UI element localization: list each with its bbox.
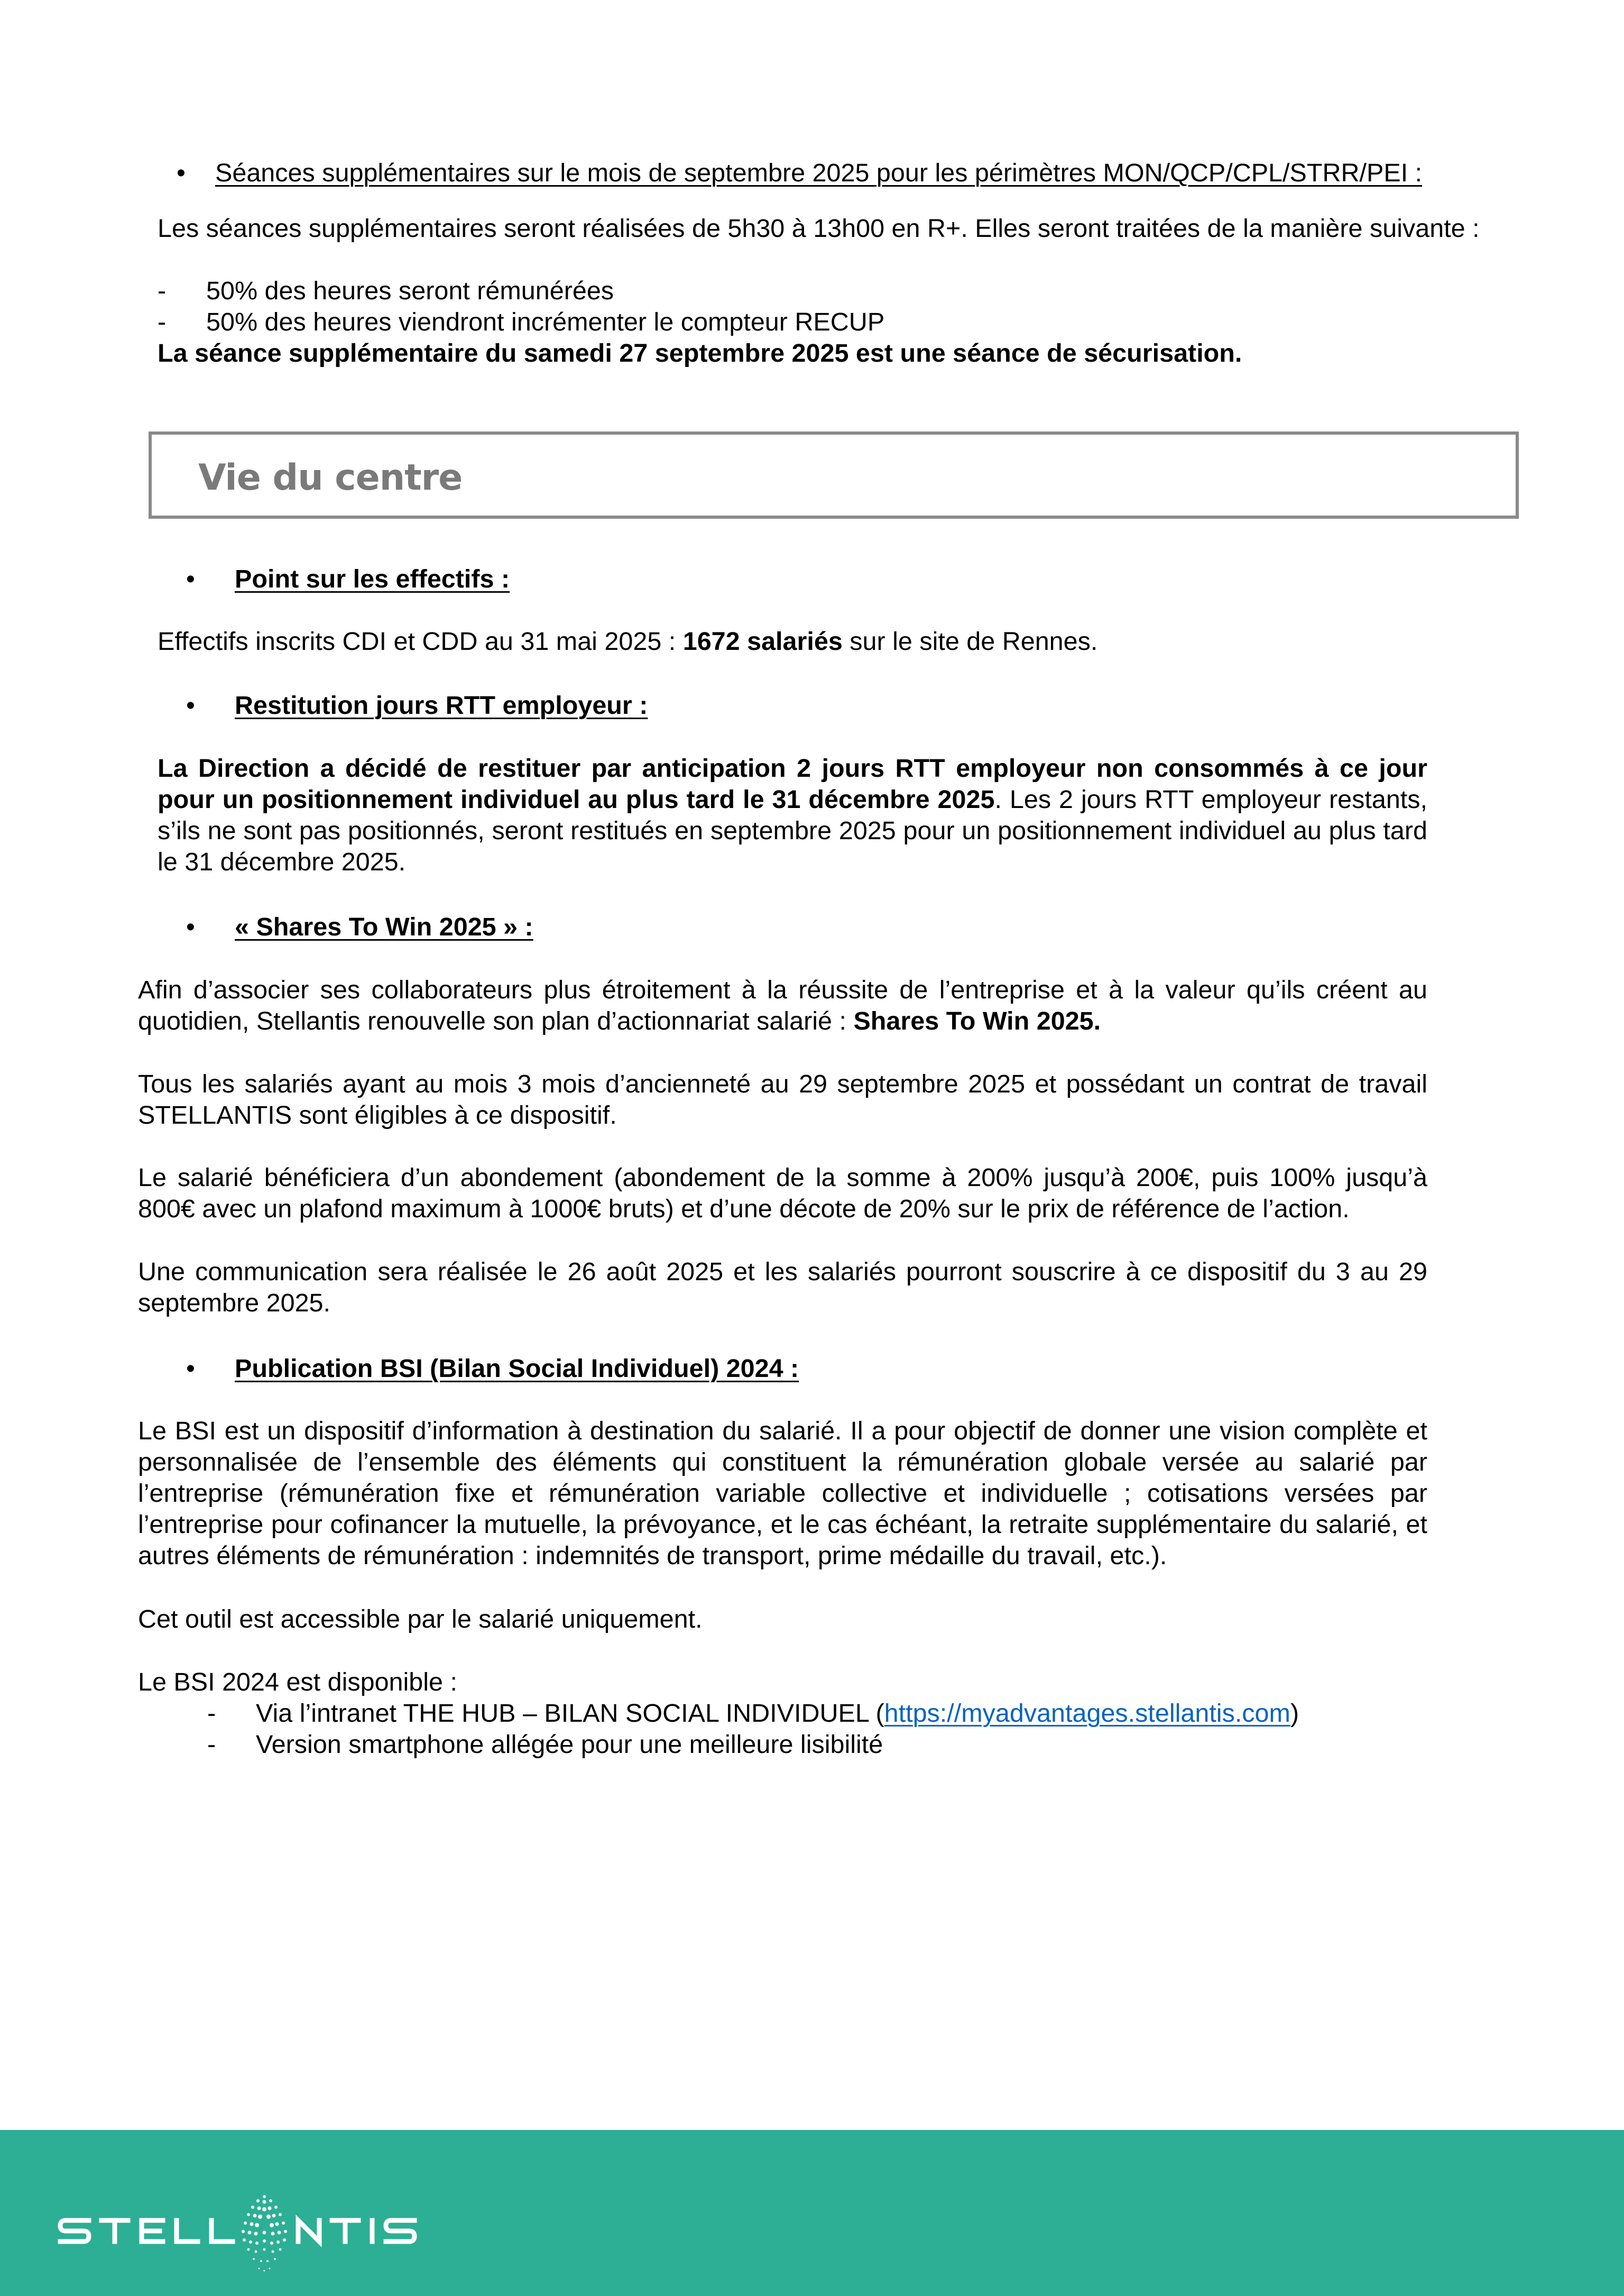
bullet-dot: • [186,692,195,720]
shares-paragraph-1: Afin d’associer ses collaborateurs plus étroitement à la réussite de l’entreprise et à la valeur qu’ils créent au quotidien, Stellantis renouvelle son plan d’actionnariat salarié : Shares To Win 2025. [138,976,1427,1035]
bsi-list [207,1698,1476,1760]
seances-list [158,275,1506,338]
shares-paragraph-4: Une communication sera réalisée le 26 août 2025 et les salariés pourront souscrire à ce dispositif du 3 au 29 septembre 2025. [138,1257,1427,1317]
list-item: - 50% des heures seront rémunérées [158,277,614,305]
shares-paragraph-2: Tous les salariés ayant au mois 3 mois d’ancienneté au 29 septembre 2025 et possédant un contrat de travail STELLANTIS sont éligibles à ce dispositif. [138,1070,1427,1129]
bullet-dot: • [186,913,195,941]
myadvantages-link[interactable]: https://myadvantages.stellantis.com [884,1699,1290,1728]
effectifs-text: Effectifs inscrits CDI et CDD au 31 mai 2025 : 1672 salariés sur le site de Rennes. [158,627,1098,656]
bullet-dot: • [186,565,195,593]
securisation-note: La séance supplémentaire du samedi 27 septembre 2025 est une séance de sécurisation. [158,339,1242,368]
bsi-paragraph-3: Le BSI 2024 est disponible : [138,1668,457,1696]
list-item: - Via l’intranet THE HUB – BILAN SOCIAL INDIVIDUEL (https://myadvantages.stellantis.com) [207,1699,1299,1728]
bullet-dot: • [186,1355,195,1383]
stellantis-logo [57,2187,491,2277]
bsi-paragraph-1: Le BSI est un dispositif d’information à destination du salarié. Il a pour objectif de donner une vision complète et personnalisée de l’ensemble des éléments qui constituent la rémunération globale versée au salarié par l’entreprise (rémunération fixe et rémunération variable collective et individuelle ; cotisations versées par l’entreprise pour cofinancer la mutuelle, la prévoyance, et le cas échéant, la retraite supplémentaire du salarié, et autres éléments de rémunération : indemnités de transport, prime médaille du travail, etc.). [138,1417,1427,1570]
seances-heading: Séances supplémentaires sur le mois de septembre 2025 pour les périmètres MON/QCP/CPL/STRR/PEI : [215,159,1423,187]
list-item: - 50% des heures viendront incrémenter le compteur RECUP [158,308,885,336]
rtt-heading: Restitution jours RTT employeur : [235,691,648,720]
shares-paragraph-3: Le salarié bénéficiera d’un abondement (abondement de la somme à 200% jusqu’à 200€, puis 100% jusqu’à 800€ avec un plafond maximum à 1000€ bruts) et d’une décote de 20% sur le prix de référence de l’action. [138,1163,1427,1223]
bsi-heading: Publication BSI (Bilan Social Individuel) 2024 : [235,1354,799,1383]
bullet-dot: • [177,159,186,187]
rtt-text: La Direction a décidé de restituer par anticipation 2 jours RTT employeur non consommés à ce jour pour un positionnement individuel au plus tard le 31 décembre 2025. Les 2 jours RTT employeur restants, s’ils ne sont pas positionnés, seront restitués en septembre 2025 pour un positionnement individuel au plus tard le 31 décembre 2025. [158,754,1427,876]
list-item: - Version smartphone allégée pour une meilleure lisibilité [207,1730,883,1759]
footer-band [0,2130,1624,2296]
section-title: Vie du centre [198,457,463,499]
bsi-paragraph-2: Cet outil est accessible par le salarié uniquement. [138,1605,703,1633]
shares-heading: « Shares To Win 2025 » : [235,913,533,941]
seances-intro: Les séances supplémentaires seront réalisées de 5h30 à 13h00 en R+. Elles seront traitées de la manière suivante : [158,214,1480,243]
section-header-box [149,431,1519,519]
effectifs-heading: Point sur les effectifs : [235,565,510,593]
